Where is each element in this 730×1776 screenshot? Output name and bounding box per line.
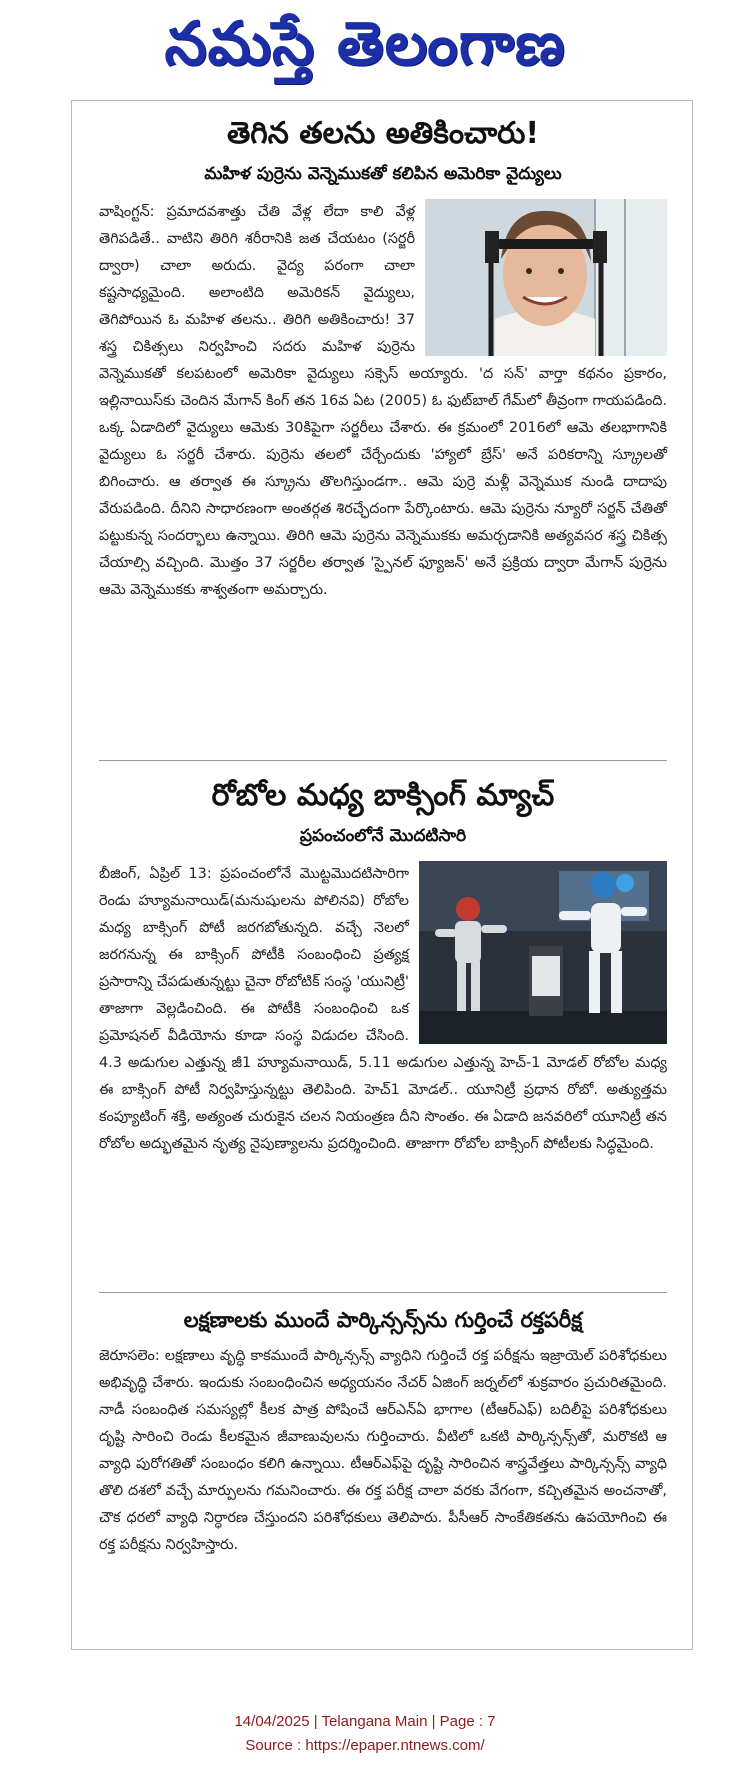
article-robot-boxing	[99, 775, 667, 1158]
section-divider	[99, 760, 667, 761]
article-body: వాషింగ్టన్: ప్రమాదవశాత్తు చేతి వేళ్ల లేదా కాలి వేళ్ల తెగిపడితే.. వాటిని తిరిగి శరీరానికి జత చేయటం (సర్జరీ ద్వారా) చాలా అరుదు. వైద్య పరంగా చాలా కష్టసాధ్యమైంది. అలాంటిది అమెరికన్ వైద్యులు, తెగిపోయిన ఓ మహిళ తలను.. తిరిగి అతికించారు! 37 శస్త్ర చికిత్సలు నిర్వహించి సదరు మహిళ పుర్రెను వెన్నెముకతో కలపటంలో అమెరికా వైద్యులు సక్సెస్ అయ్యారు. 'ద సన్' వార్తా కథనం ప్రకారం, ఇల్లినాయిస్‌కు చెందిన మేగాన్ కింగ్ తన 16వ ఏట (2005) ఓ ఫుట్‌బాల్ గేమ్‌లో తీవ్రంగా గాయపడింది. ఒక్క ఏడాదిలో వైద్యులు ఆమెకు 30కిపైగా సర్జరీలు చేశారు. ఈ క్రమంలో 2016లో ఆమె తలభాగానికి వైద్యులు ఓ సర్జరీ చేశారు. పుర్రెను తలలో చేర్చేందుకు 'హ్యాలో బ్రేస్' అనే పరికరాన్ని స్క్రూలతో బిగించారు. ఆ తర్వాత ఈ స్క్రూను తొలగిస్తుండగా.. ఆమె పుర్రె మళ్లీ వెన్నెముక నుండి దాదాపు వేరుపడింది. దీనిని సాధారణంగా అంతర్గత శిరచ్ఛేదంగా పేర్కొంటారు. ఆమె పుర్రెను న్యూరో సర్జన్ చేతితో పట్టుకున్న సందర్భాలు ఉన్నాయి. తిరిగి ఆమె పుర్రెను వెన్నెముకకు అమర్చడానికి అత్యవసర శస్త్ర చికిత్స చేయాల్సి వచ్చింది. మొత్తం 37 సర్జరీల తర్వాత 'స్పైనల్ ఫ్యూజన్' అనే ప్రక్రియ ద్వారా మేగాన్ పుర్రెను ఆమె వెన్నెముకకు శాశ్వతంగా అమర్చారు.	[99, 204, 667, 598]
woman-halo-photo	[425, 199, 667, 356]
headline: లక్షణాలకు ముందే పార్కిన్సన్స్‌ను గుర్తించే రక్తపరీక్ష	[183, 1308, 583, 1332]
robots-boxing-photo	[419, 861, 667, 1044]
headline: తెగిన తలను అతికించారు!	[226, 116, 540, 151]
edition-info: 14/04/2025 | Telangana Main | Page : 7	[234, 1713, 496, 1730]
subhead: మహిళ పుర్రెను వెన్నెముకతో కలిపిన అమెరికా వైద్యులు	[204, 164, 562, 184]
headline: రోబోల మధ్య బాక్సింగ్ మ్యాచ్	[211, 778, 555, 813]
photo-robots-boxing	[419, 861, 667, 1044]
source-link[interactable]: Source : https://epaper.ntnews.com/	[245, 1737, 485, 1754]
section-divider	[99, 1292, 667, 1293]
masthead-logo: నమస్తే తెలంగాణ	[164, 9, 566, 79]
article-body: జెరూసలెం: లక్షణాలు వృద్ధి కాకముందే పార్కిన్సన్స్ వ్యాధిని గుర్తించే రక్త పరీక్షను ఇజ్రాయెల్ పరిశోధకులు అభివృద్ధి చేశారు. ఇందుకు సంబంధించిన అధ్యయనం నేచర్ ఏజింగ్ జర్నల్‌లో శుక్రవారం ప్రచురితమైంది. నాడీ సంబంధిత సమస్యల్లో కీలక పాత్ర పోషించే ఆర్‌ఎన్‌ఏ భాగాల (టీఆర్‌ఎఫ్) బదిలీపై పరిశోధకులు దృష్టి సారించి రెండు కీలకమైన జీవాణువులను గుర్తించారు. వీటిలో ఒకటి పార్కిన్సన్స్‌తో, మరొకటి ఆ వ్యాధి పురోగతితో సంబంధం కలిగి ఉన్నాయి. టీఆర్‌ఎఫ్‌పై దృష్టి సారించిన శాస్త్రవేత్తలు పార్కిన్సన్స్ వ్యాధి తొలి దశలో వచ్చే మార్పులను గమనించారు. ఈ రక్త పరీక్ష చాలా వరకు వేగంగా, కచ్చితమైన అంచనాతో, చౌక ధరలో వ్యాధి నిర్ధారణ చేస్తుందని పరిశోధకులు తెలిపారు. పీసీఆర్ సాంకేతికతను ఉపయోగించి ఈ రక్త పరీక్షను నిర్వహిస్తారు.	[99, 1348, 667, 1553]
article-parkinsons-test	[99, 1303, 667, 1559]
article-body: బీజింగ్, ఏప్రిల్ 13: ప్రపంచంలోనే మొట్టమొదటిసారిగా రెండు హ్యూమనాయిడ్(మనుషులను పోలినవి) రోబోల మధ్య బాక్సింగ్ పోటీ జరగబోతున్నది. వచ్చే నెలలో జరగనున్న ఈ బాక్సింగ్ పోటీకి సంబంధించి ప్రత్యక్ష ప్రసారాన్ని చేపడుతున్నట్టు చైనా రోబోటిక్ సంస్థ 'యునిట్రీ' తాజాగా వెల్లడించింది. ఈ పోటీకి సంబంధించి ఒక ప్రమోషనల్ వీడియోను కూడా సంస్థ విడుదల చేసింది. 4.3 అడుగుల ఎత్తున్న జీ1 హ్యూమనాయిడ్, 5.11 అడుగుల ఎత్తున్న హెచ్-1 మోడల్ రోబోల మధ్య ఈ బాక్సింగ్ పోటీ నిర్వహిస్తున్నట్టు తెలిపింది. హెచ్1 మోడల్.. యూనిట్రీ ప్రధాన రోబో. అత్యుత్తమ కంప్యూటింగ్ శక్తి, అత్యంత చురుకైన చలన నియంత్రణ దీని సొంతం. ఈ ఏడాది జనవరిలో యూనిట్రీ తన రోబోల అద్భుతమైన నృత్య నైపుణ్యాలను ప్రదర్శించింది. తాజాగా రోబోల బాక్సింగ్ పోటీలకు సిద్ధమైంది.	[99, 866, 667, 1152]
subhead: ప్రపంచంలోనే మొదటిసారి	[299, 826, 467, 846]
photo-megan-king	[425, 199, 667, 356]
article-severed-head	[99, 113, 667, 604]
